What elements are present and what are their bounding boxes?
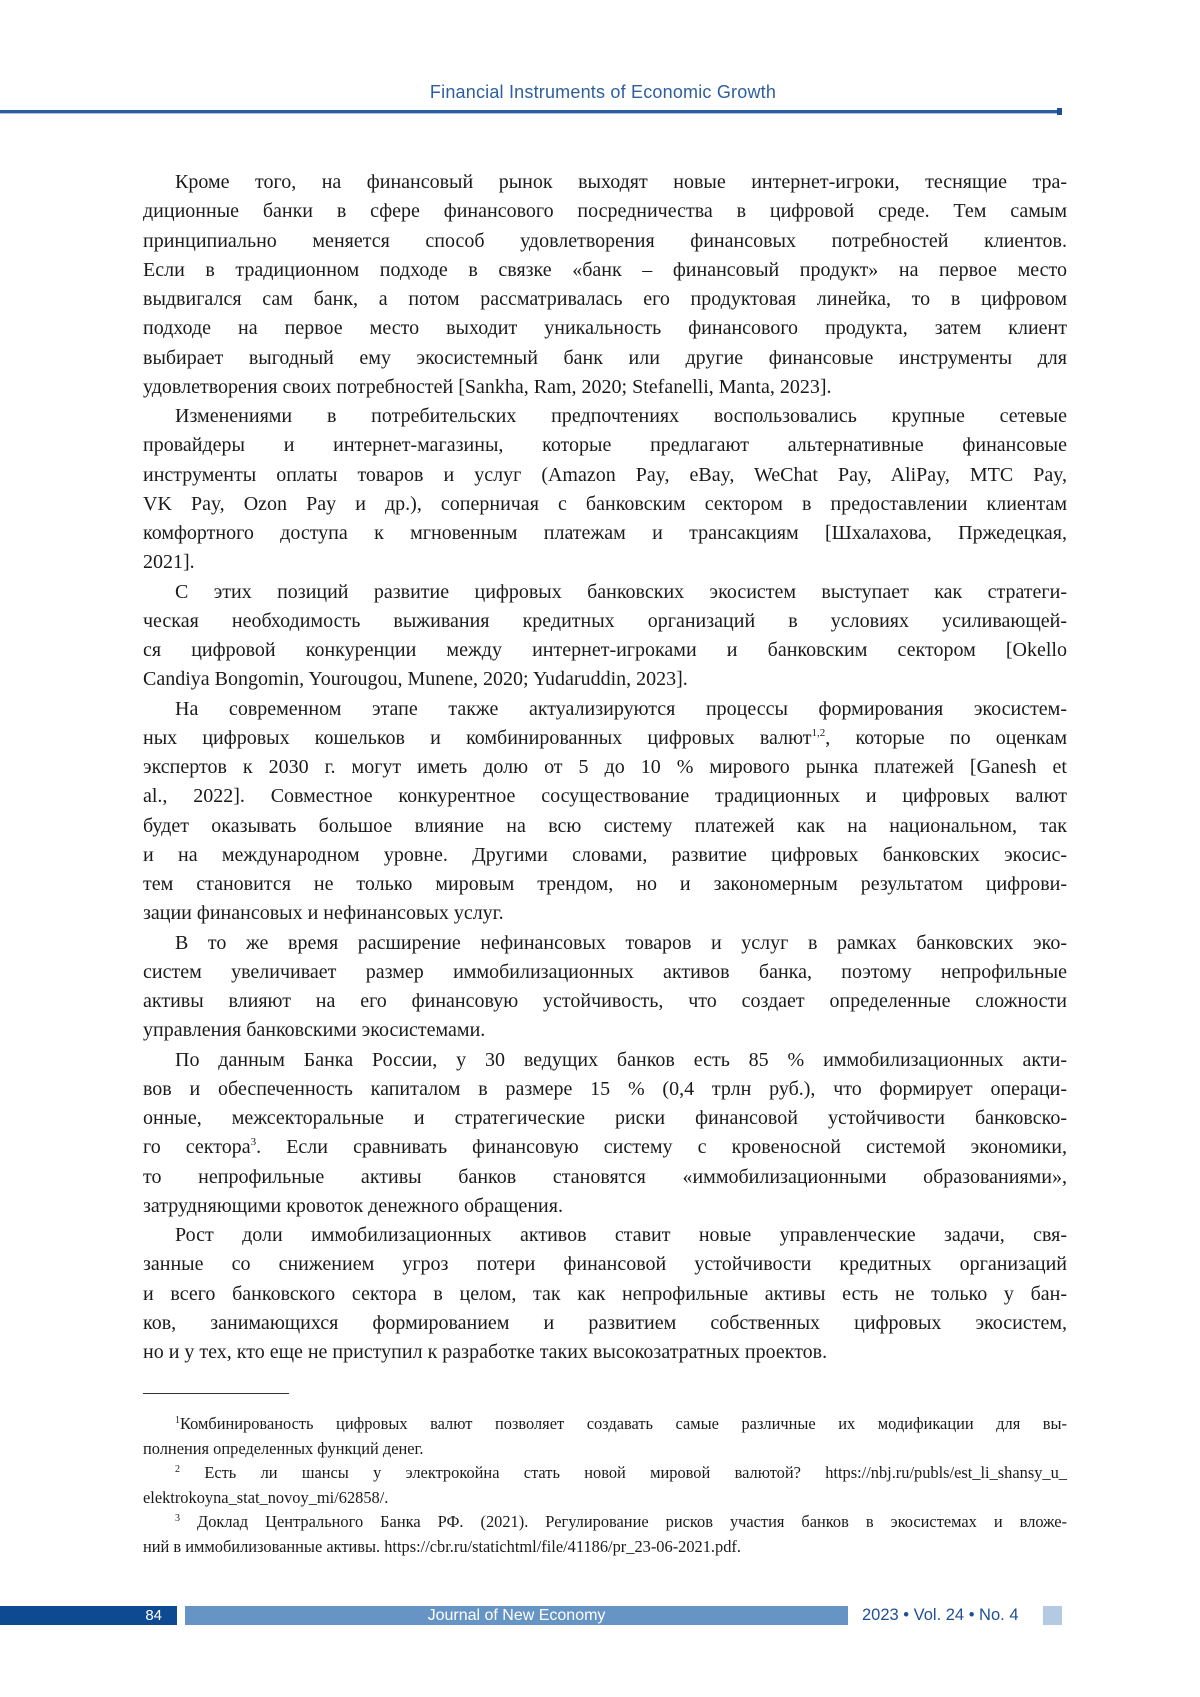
- text-line: удовлетворения своих потребностей [Sankha, Ram, 2020; Stefanelli, Manta, 2023].: [143, 373, 1067, 402]
- text-line: комфортного доступа к мгновенным платежам и трансакциям [Шхалахова, Пржедецкая,: [143, 519, 1067, 548]
- footnote-line: полнения определенных функций денег.: [143, 1437, 1067, 1462]
- text-line: и на международном уровне. Другими словами, развитие цифровых банковских экосис-: [143, 841, 1067, 870]
- footnotes: [143, 1412, 1067, 1560]
- paragraph: [143, 695, 1067, 929]
- text-line: диционные банки в сфере финансового посредничества в цифровой среде. Тем самым: [143, 197, 1067, 226]
- text-line: но и у тех, кто еще не приступил к разработке таких высокозатратных проектов.: [143, 1338, 1067, 1367]
- footnote-line: [143, 1412, 1067, 1437]
- text-line: Рост доли иммобилизационных активов ставит новые управленческие задачи, свя-: [143, 1221, 1067, 1250]
- text-run: Есть ли шансы у электрокойна стать новой мировой валютой? https://nbj.ru/publs/est_li_shansy_u_: [180, 1463, 1067, 1482]
- text-line: al., 2022]. Совместное конкурентное сосуществование традиционных и цифровых валют: [143, 782, 1067, 811]
- footnote-ref: 3: [175, 1513, 180, 1524]
- footnote-ref: 3: [251, 1136, 257, 1148]
- text-line: управления банковскими экосистемами.: [143, 1016, 1067, 1045]
- text-line: принципиально меняется способ удовлетворения финансовых потребностей клиентов.: [143, 227, 1067, 256]
- paragraph: [143, 402, 1067, 578]
- text-line: 2021].: [143, 548, 1067, 577]
- text-line: инструменты оплаты товаров и услуг (Amazon Pay, eBay, WeChat Pay, AliPay, МТС Pay,: [143, 461, 1067, 490]
- issue-info: 2023 • Vol. 24 • No. 4: [862, 1605, 1019, 1625]
- text-line: В то же время расширение нефинансовых товаров и услуг в рамках банковских эко-: [143, 929, 1067, 958]
- footnote-line: [143, 1461, 1067, 1486]
- text-run: го сектора: [143, 1136, 251, 1158]
- text-line: [143, 1133, 1067, 1162]
- text-run: Комбинированость цифровых валют позволяет создавать самые различные их модификации для вы-: [180, 1414, 1067, 1433]
- footnote: [143, 1510, 1067, 1559]
- footer-end-marker: [1043, 1606, 1062, 1625]
- text-run: Доклад Центрального Банка РФ. (2021). Регулирование рисков участия банков в экосистемах и вложе-: [180, 1512, 1067, 1531]
- text-line: Кроме того, на финансовый рынок выходят новые интернет-игроки, теснящие тра-: [143, 168, 1067, 197]
- text-line: VK Pay, Ozon Pay и др.), соперничая с банковским сектором в предоставлении клиентам: [143, 490, 1067, 519]
- text-line: выдвигался сам банк, а потом рассматривалась его продуктовая линейка, то в цифровом: [143, 285, 1067, 314]
- footnote-line: ний в иммобилизованные активы. https://cbr.ru/statichtml/file/41186/pr_23-06-2021.pdf.: [143, 1535, 1067, 1560]
- text-line: На современном этапе также актуализируются процессы формирования экосистем-: [143, 695, 1067, 724]
- text-line: Изменениями в потребительских предпочтениях воспользовались крупные сетевые: [143, 402, 1067, 431]
- text-line: тем становится не только мировым трендом, но и закономерным результатом цифрови-: [143, 870, 1067, 899]
- page-number: 84: [0, 1606, 162, 1625]
- text-line: [143, 724, 1067, 753]
- text-line: ся цифровой конкуренции между интернет-игроками и банковским сектором [Okello: [143, 636, 1067, 665]
- footnote-line: elektrokoyna_stat_novoy_mi/62858/.: [143, 1486, 1067, 1511]
- paragraph: [143, 168, 1067, 402]
- text-line: Candiya Bongomin, Yourougou, Munene, 2020; Yudaruddin, 2023].: [143, 665, 1067, 694]
- header-rule-end-marker: [1057, 108, 1062, 115]
- text-run: , которые по оценкам: [825, 727, 1067, 749]
- footnote: [143, 1461, 1067, 1510]
- text-line: занные со снижением угроз потери финансовой устойчивости кредитных организаций: [143, 1250, 1067, 1279]
- footnote-ref: 2: [175, 1464, 180, 1475]
- footnote-line: [143, 1510, 1067, 1535]
- text-line: то непрофильные активы банков становятся «иммобилизационными образованиями»,: [143, 1163, 1067, 1192]
- paragraph: [143, 578, 1067, 695]
- text-line: зации финансовых и нефинансовых услуг.: [143, 899, 1067, 928]
- header-rule: [0, 110, 1058, 113]
- running-header-title: Financial Instruments of Economic Growth: [0, 82, 1200, 103]
- footnote-ref: 1,2: [812, 727, 826, 739]
- text-line: вов и обеспеченность капиталом в размере 15 % (0,4 трлн руб.), что формирует операци-: [143, 1075, 1067, 1104]
- text-line: Если в традиционном подходе в связке «банк – финансовый продукт» на первое место: [143, 256, 1067, 285]
- paragraph: [143, 929, 1067, 1046]
- text-line: и всего банковского сектора в целом, так как непрофильные активы есть не только у бан-: [143, 1280, 1067, 1309]
- text-line: По данным Банка России, у 30 ведущих банков есть 85 % иммобилизационных акти-: [143, 1046, 1067, 1075]
- article-body: [143, 168, 1067, 1367]
- text-run: . Если сравнивать финансовую систему с кровеносной системой экономики,: [256, 1136, 1067, 1158]
- text-line: систем увеличивает размер иммобилизационных активов банка, поэтому непрофильные: [143, 958, 1067, 987]
- text-run: ных цифровых кошельков и комбинированных цифровых валют: [143, 727, 812, 749]
- text-line: ческая необходимость выживания кредитных организаций в условиях усиливающей-: [143, 607, 1067, 636]
- journal-name: Journal of New Economy: [185, 1606, 848, 1625]
- paragraph: [143, 1046, 1067, 1222]
- text-line: провайдеры и интернет-магазины, которые предлагают альтернативные финансовые: [143, 431, 1067, 460]
- text-line: будет оказывать большое влияние на всю систему платежей как на национальном, так: [143, 812, 1067, 841]
- text-line: экспертов к 2030 г. могут иметь долю от 5 до 10 % мирового рынка платежей [Ganesh et: [143, 753, 1067, 782]
- text-line: С этих позиций развитие цифровых банковских экосистем выступает как стратеги-: [143, 578, 1067, 607]
- footnote: [143, 1412, 1067, 1461]
- paragraph: [143, 1221, 1067, 1367]
- text-line: онные, межсекторальные и стратегические риски финансовой устойчивости банковско-: [143, 1104, 1067, 1133]
- text-line: активы влияют на его финансовую устойчивость, что создает определенные сложности: [143, 987, 1067, 1016]
- text-line: подходе на первое место выходит уникальность финансового продукта, затем клиент: [143, 314, 1067, 343]
- footnote-separator: [143, 1393, 289, 1394]
- text-line: выбирает выгодный ему экосистемный банк или другие финансовые инструменты для: [143, 344, 1067, 373]
- text-line: ков, занимающихся формированием и развитием собственных цифровых экосистем,: [143, 1309, 1067, 1338]
- text-line: затрудняющими кровоток денежного обращения.: [143, 1192, 1067, 1221]
- footnote-ref: 1: [175, 1415, 180, 1426]
